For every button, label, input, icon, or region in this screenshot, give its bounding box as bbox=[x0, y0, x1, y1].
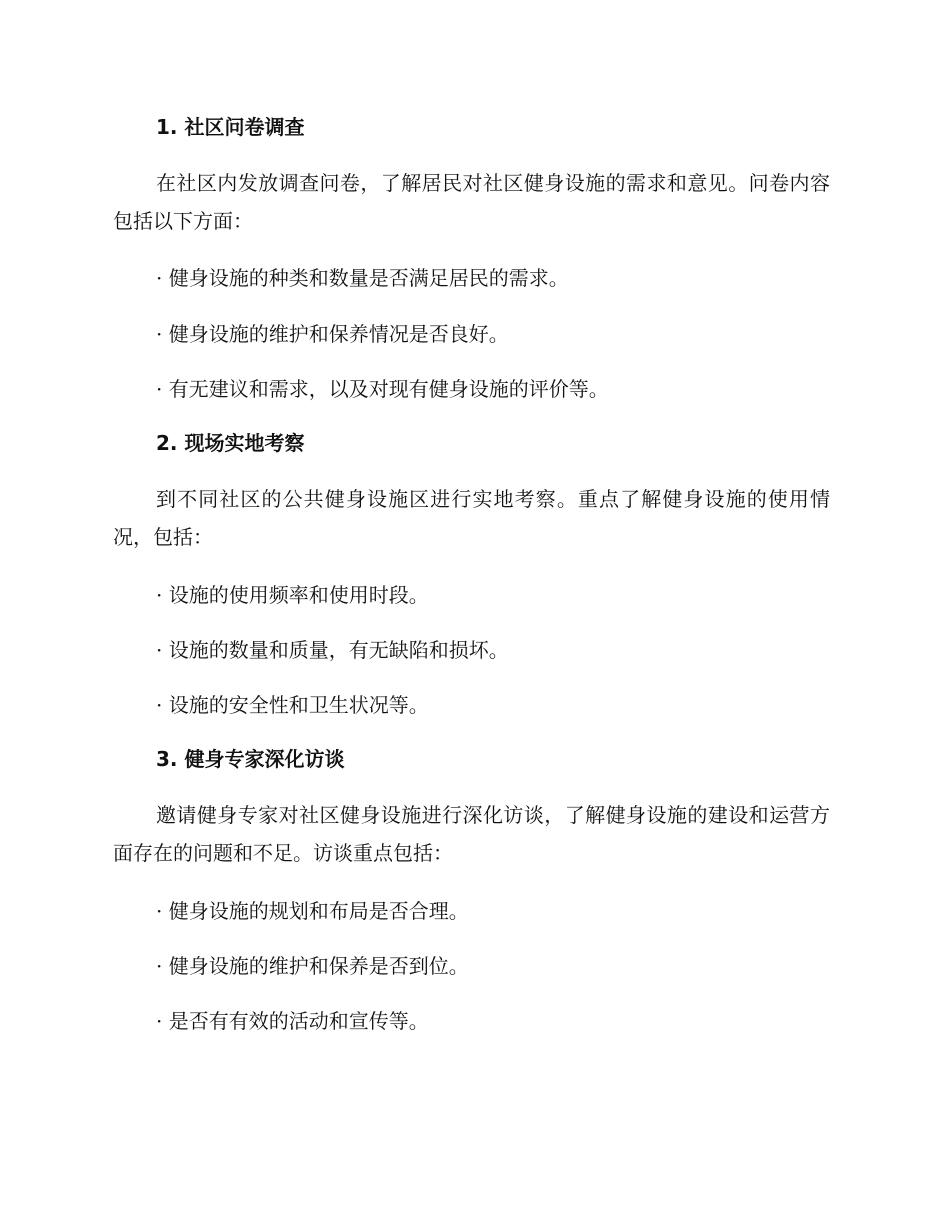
section-heading-site-visit: 2. 现场实地考察 bbox=[156, 431, 305, 455]
document-page bbox=[113, 0, 830, 1230]
bullet-item: · 健身设施的种类和数量是否满足居民的需求。 bbox=[156, 266, 569, 290]
bullet-item: · 设施的使用频率和使用时段。 bbox=[156, 583, 429, 607]
bullet-item: · 设施的数量和质量，有无缺陷和损坏。 bbox=[156, 638, 509, 662]
section-paragraph-survey: 在社区内发放调查问卷，了解居民对社区健身设施的需求和意见。问卷内容包括以下方面： bbox=[113, 171, 830, 233]
section-heading-expert-interview: 3. 健身专家深化访谈 bbox=[156, 747, 345, 771]
bullet-item: · 健身设施的维护和保养情况是否良好。 bbox=[156, 322, 509, 346]
bullet-item: · 健身设施的规划和布局是否合理。 bbox=[156, 899, 469, 923]
section-heading-survey: 1. 社区问卷调查 bbox=[156, 115, 305, 139]
section-paragraph-expert-interview: 邀请健身专家对社区健身设施进行深化访谈，了解健身设施的建设和运营方面存在的问题和不足。访谈重点包括： bbox=[113, 803, 830, 865]
section-paragraph-site-visit: 到不同社区的公共健身设施区进行实地考察。重点了解健身设施的使用情况，包括： bbox=[113, 487, 830, 549]
bullet-item: · 是否有有效的活动和宣传等。 bbox=[156, 1009, 429, 1033]
bullet-item: · 有无建议和需求，以及对现有健身设施的评价等。 bbox=[156, 377, 609, 401]
bullet-item: · 设施的安全性和卫生状况等。 bbox=[156, 693, 429, 717]
bullet-item: · 健身设施的维护和保养是否到位。 bbox=[156, 954, 469, 978]
